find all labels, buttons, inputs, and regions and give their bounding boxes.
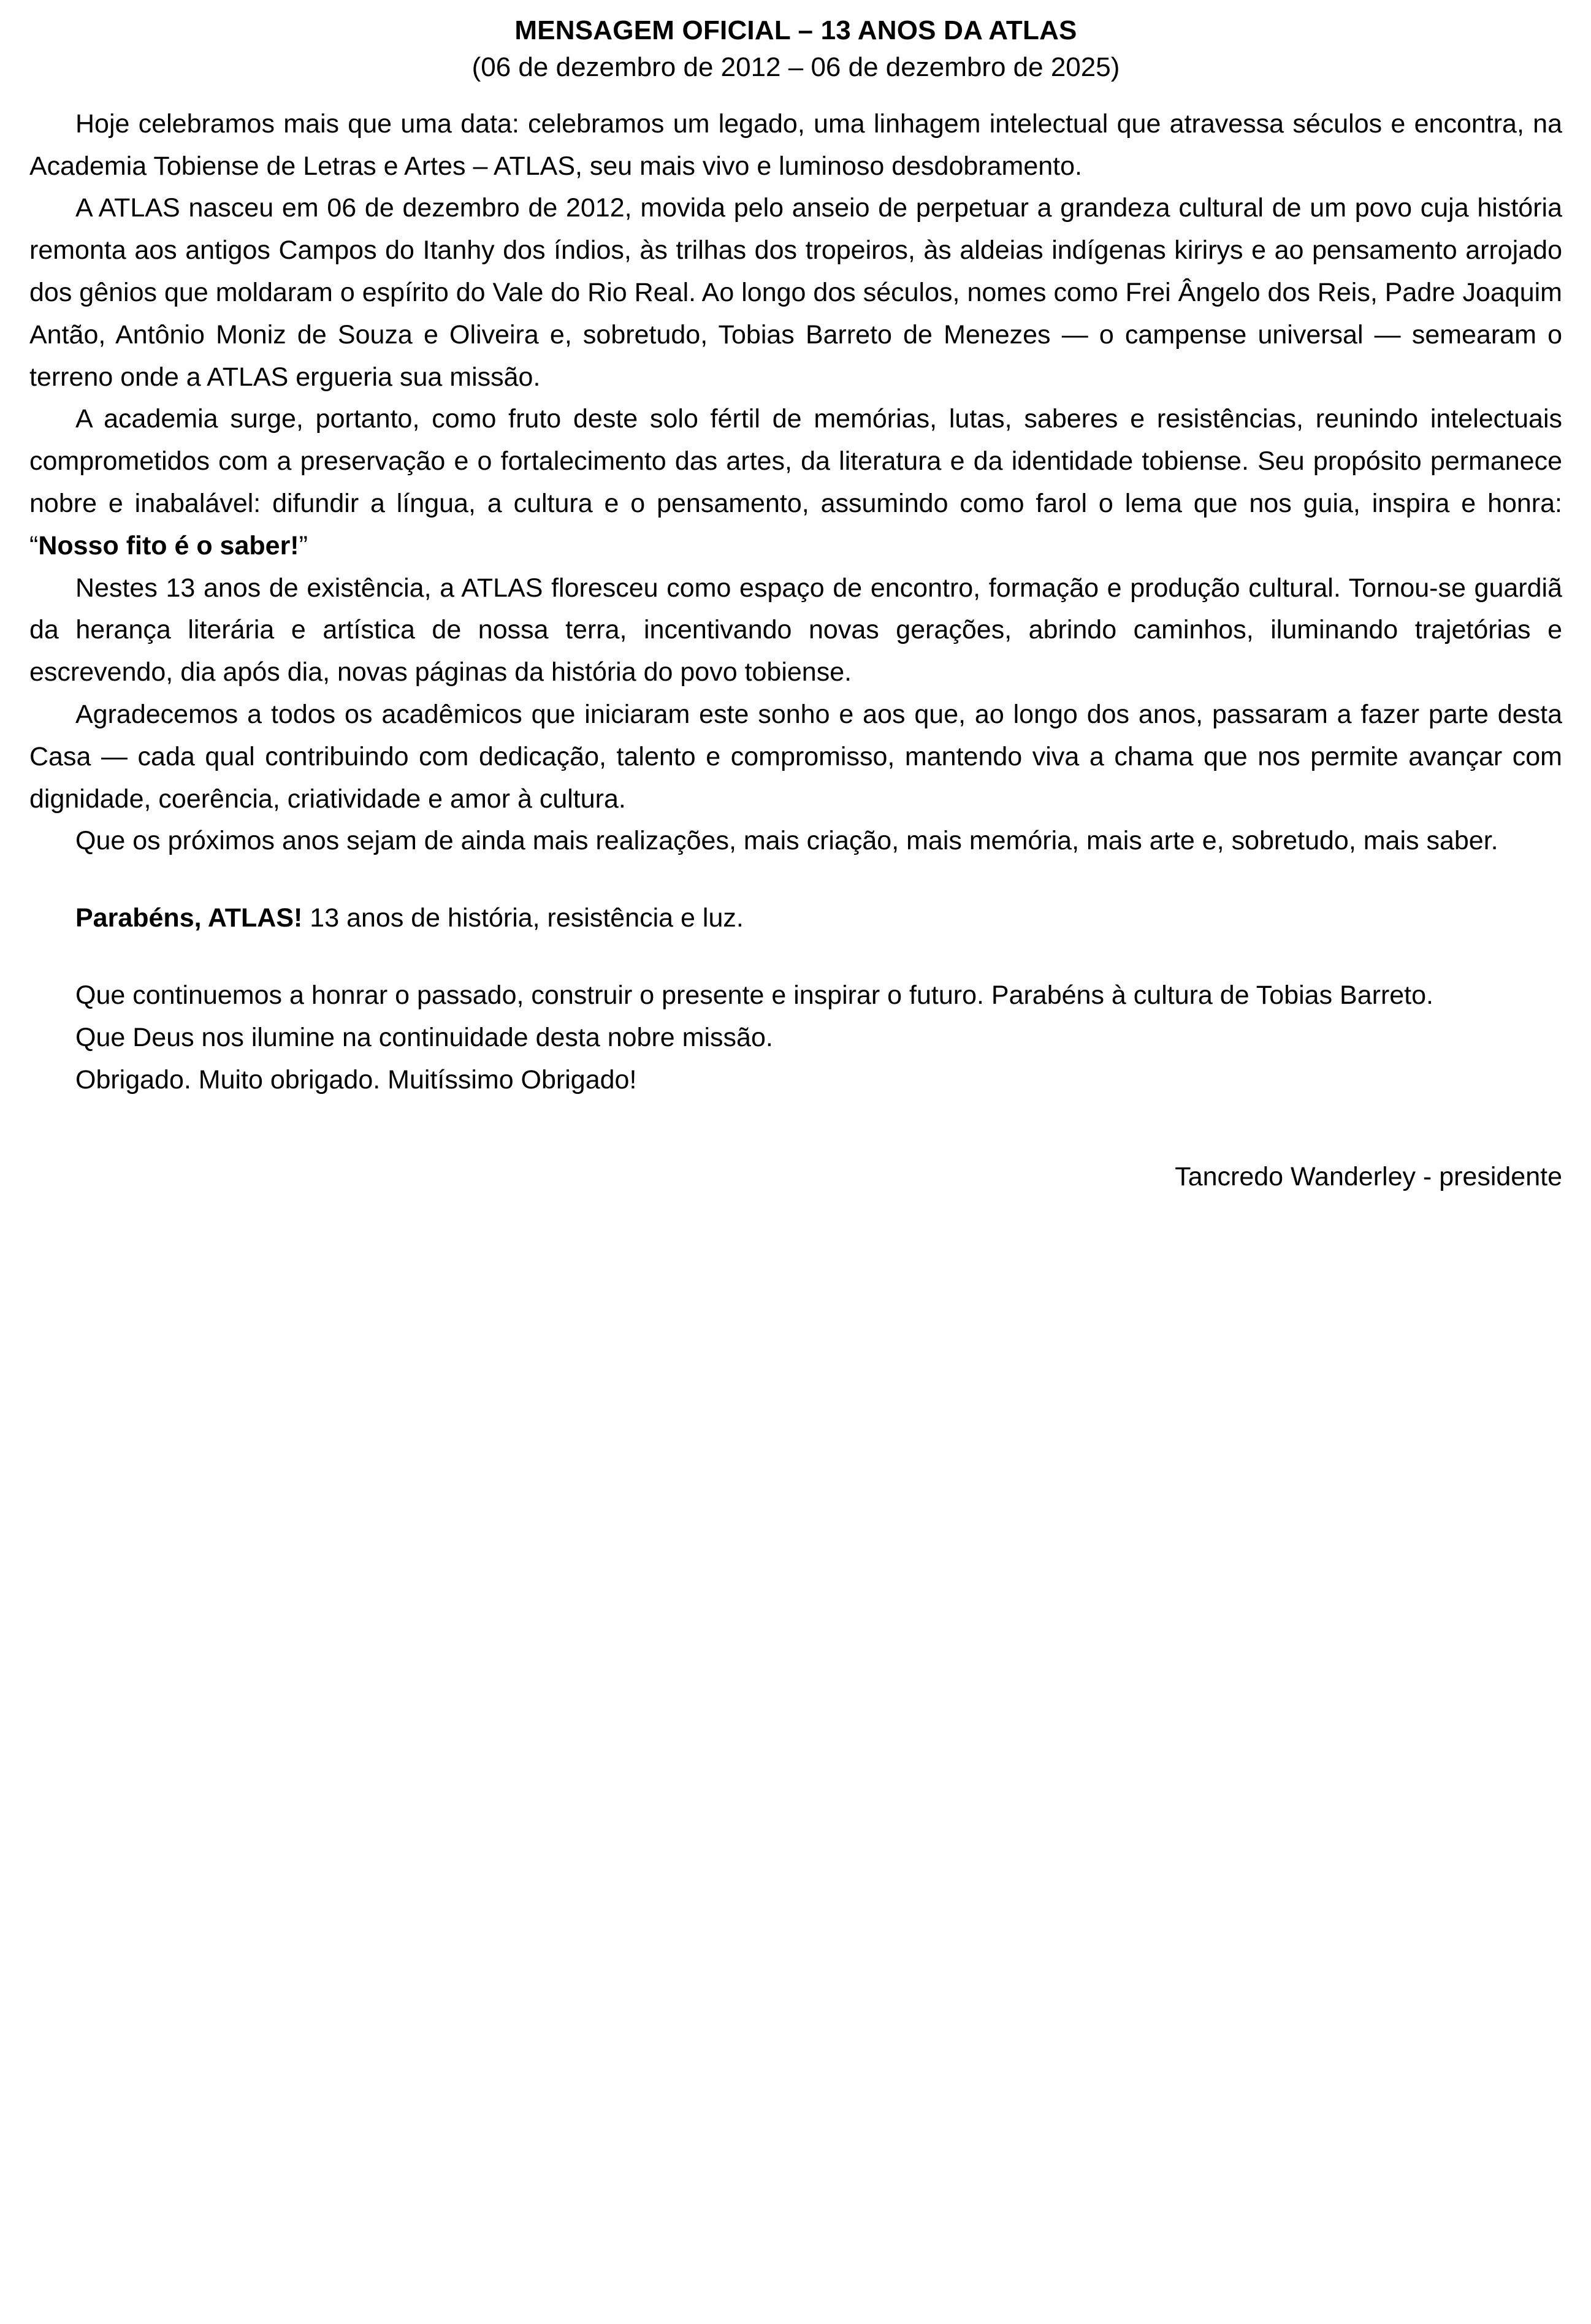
- document-header: [29, 0, 1562, 85]
- page-title: MENSAGEM OFICIAL – 13 ANOS DA ATLAS: [514, 15, 1077, 45]
- paragraph-spacer-1: [29, 862, 1562, 897]
- page-subtitle: (06 de dezembro de 2012 – 06 de dezembro de 2025): [471, 52, 1120, 83]
- paragraph-thirteen-years: Nestes 13 anos de existência, a ATLAS floresceu como espaço de encontro, formação e produção cultural. Tornou-se guardiã da herança literária e artística de nossa terra, incentivando novas gerações, abrindo caminhos, iluminando trajetórias e escrevendo, dia após dia, novas páginas da história do povo tobiense.: [29, 573, 1562, 687]
- congrats-rest-text: 13 anos de história, resistência e luz.: [302, 903, 744, 933]
- paragraph-blessing: Que Deus nos ilumine na continuidade desta nobre missão.: [75, 1022, 773, 1052]
- congrats-bold-text: Parabéns, ATLAS!: [75, 903, 303, 933]
- paragraph-founding: A ATLAS nasceu em 06 de dezembro de 2012, movida pelo anseio de perpetuar a grandeza cultural de um povo cuja história remonta aos antigos Campos do Itanhy dos índios, às trilhas dos tropeiros, às aldeias indígenas kirirys e ao pensamento arrojado dos gênios que moldaram o espírito do Vale do Rio Real. Ao longo dos séculos, nomes como Frei Ângelo dos Reis, Padre Joaquim Antão, Antônio Moniz de Souza e Oliveira e, sobretudo, Tobias Barreto de Menezes — o campense universal — semearam o terreno onde a ATLAS ergueria sua missão.: [29, 193, 1562, 392]
- paragraph-future: Que continuemos a honrar o passado, construir o presente e inspirar o futuro. Parabéns à cultura de Tobias Barreto.: [75, 980, 1433, 1011]
- paragraph-congrats: [29, 897, 1562, 939]
- signature-name: Tancredo Wanderley - presidente: [1175, 1162, 1562, 1192]
- document-body: [29, 85, 1562, 1101]
- signature-block: [29, 1101, 1562, 1198]
- paragraph-wishes: Que os próximos anos sejam de ainda mais realizações, mais criação, mais memória, mais arte e, sobretudo, mais saber.: [75, 826, 1498, 856]
- motto-closing-quote: ”: [299, 530, 308, 560]
- paragraph-purpose: [29, 398, 1562, 567]
- paragraph-thanks: Agradecemos a todos os acadêmicos que iniciaram este sonho e aos que, ao longo dos anos, passaram a fazer parte desta Casa — cada qual contribuindo com dedicação, talento e compromisso, mantendo viva a chama que nos permite avançar com dignidade, coerência, criatividade e amor à cultura.: [29, 700, 1562, 814]
- paragraph-spacer-2: [29, 939, 1562, 974]
- paragraph-gratitude: Obrigado. Muito obrigado. Muitíssimo Obrigado!: [75, 1065, 637, 1095]
- motto-text: Nosso fito é o saber!: [38, 530, 299, 560]
- paragraph-purpose-text: A academia surge, portanto, como fruto deste solo fértil de memórias, lutas, saberes e resistências, reunindo intelectuais comprometidos com a preservação e o fortalecimento das artes, da literatura e da identidade tobiense. Seu propósito permanece nobre e inabalável: difundir a língua, a cultura e o pensamento, assumindo como farol o lema que nos guia, inspira e honra: “: [29, 404, 1562, 560]
- paragraph-intro: Hoje celebramos mais que uma data: celebramos um legado, uma linhagem intelectual que atravessa séculos e encontra, na Academia Tobiense de Letras e Artes – ATLAS, seu mais vivo e luminoso desdobramento.: [29, 109, 1562, 181]
